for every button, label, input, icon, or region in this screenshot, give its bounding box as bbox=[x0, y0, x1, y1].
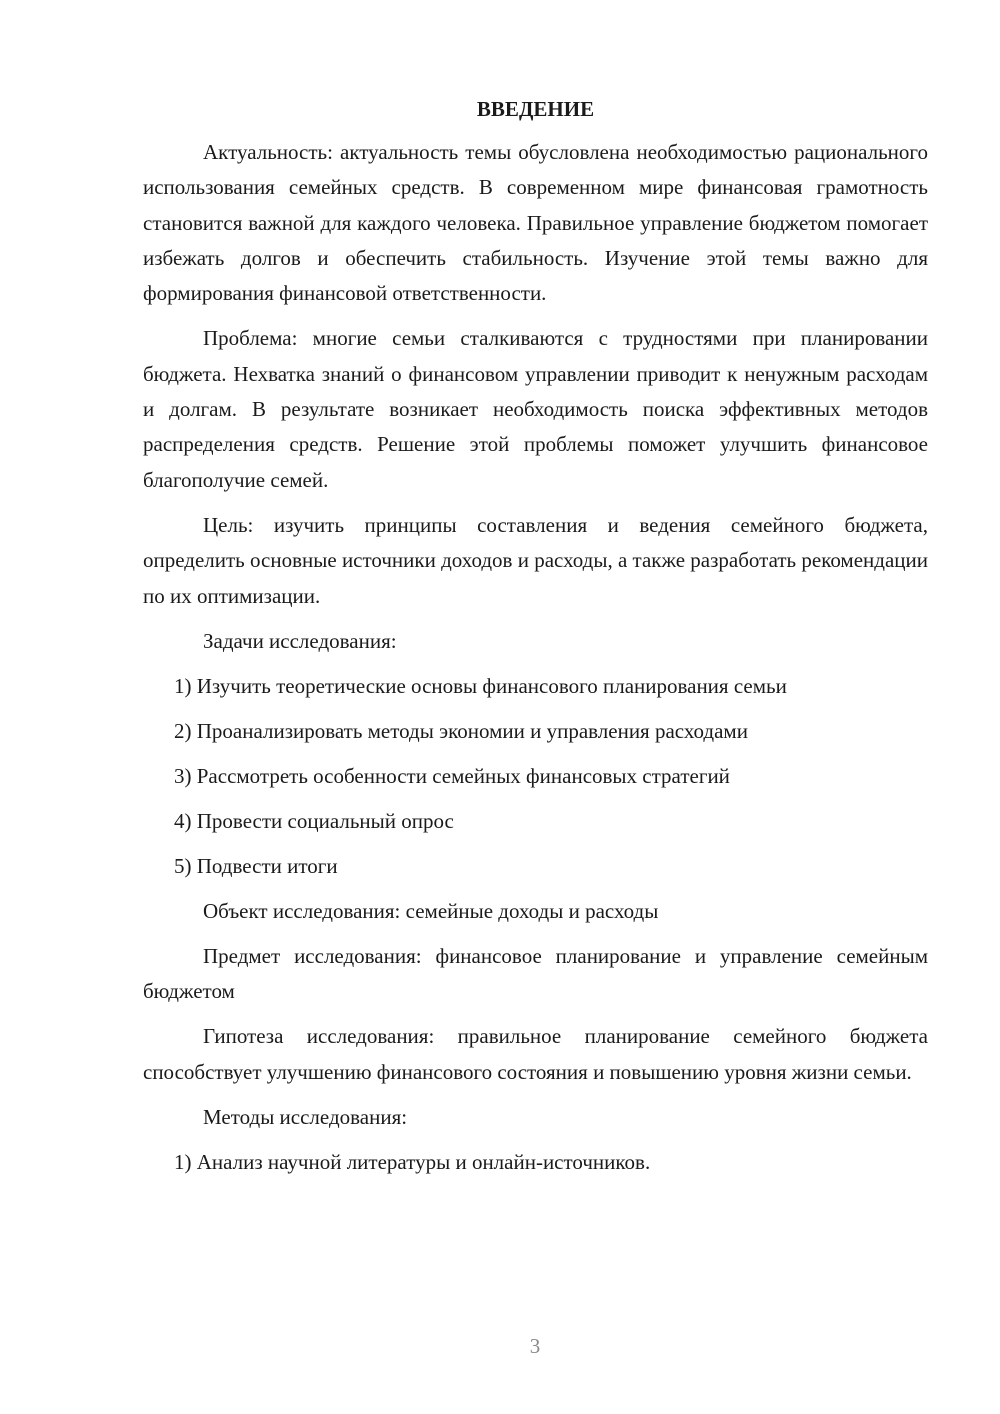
section-title: ВВЕДЕНИЕ bbox=[476, 97, 595, 121]
task-item: 5) Подвести итоги bbox=[174, 853, 338, 878]
goal-paragraph: Цель: изучить принципы составления и ведения семейного бюджета, определить основные источники доходов и расходы, а также разработать рекомендации по их оптимизации. bbox=[143, 512, 928, 608]
page-number: 3 bbox=[529, 1334, 541, 1358]
task-item: 4) Провести социальный опрос bbox=[174, 808, 454, 833]
task-item: 1) Изучить теоретические основы финансового планирования семьи bbox=[174, 673, 787, 698]
task-item: 2) Проанализировать методы экономии и управления расходами bbox=[174, 718, 748, 743]
methods-heading: Методы исследования: bbox=[203, 1105, 408, 1130]
subject-paragraph: Предмет исследования: финансовое планирование и управление семейным бюджетом bbox=[143, 943, 928, 1004]
object-line: Объект исследования: семейные доходы и расходы bbox=[203, 898, 659, 923]
tasks-heading: Задачи исследования: bbox=[203, 628, 397, 653]
hypothesis-paragraph: Гипотеза исследования: правильное планирование семейного бюджета способствует улучшению финансового состояния и повышению уровня жизни семьи. bbox=[143, 1024, 928, 1084]
document-page bbox=[143, 92, 928, 1190]
task-item: 3) Рассмотреть особенности семейных финансовых стратегий bbox=[174, 763, 730, 788]
relevance-paragraph: Актуальность: актуальность темы обусловлена необходимостью рационального использования семейных средств. В современном мире финансовая грамотность становится важной для каждого человека. Правильное управление бюджетом помогает избежать долгов и обеспечить стабильность. Изучение этой темы важно для формирования финансовой ответственности. bbox=[143, 140, 928, 306]
problem-paragraph: Проблема: многие семьи сталкиваются с трудностями при планировании бюджета. Нехватка знаний о финансовом управлении приводит к ненужным расходам и долгам. В результате возникает необходимость поиска эффективных методов распределения средств. Решение этой проблемы поможет улучшить финансовое благополучие семей. bbox=[143, 326, 928, 492]
method-item: 1) Анализ научной литературы и онлайн-источников. bbox=[174, 1150, 651, 1175]
